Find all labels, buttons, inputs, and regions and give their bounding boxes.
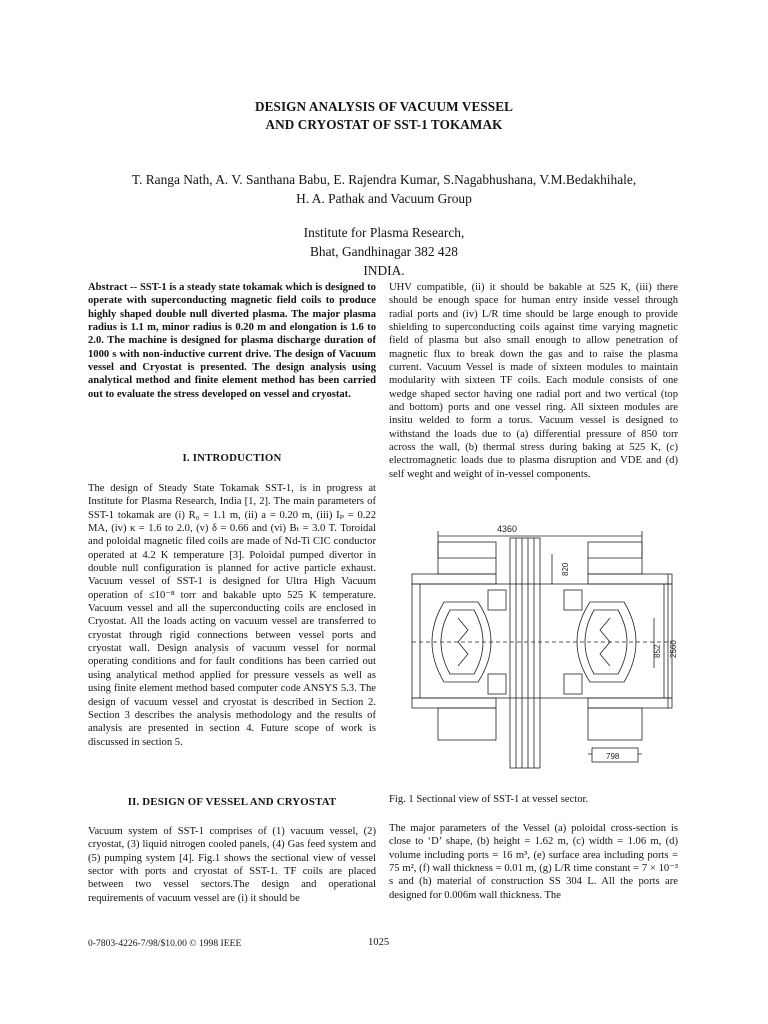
author-list bbox=[0, 170, 768, 208]
cryostat-outline bbox=[412, 584, 672, 698]
dim-label-798: 798 bbox=[606, 752, 620, 761]
figure-caption: Fig. 1 Sectional view of SST-1 at vessel sector. bbox=[389, 794, 589, 805]
top-flange-left bbox=[412, 574, 496, 584]
title-line-2: AND CRYOSTAT OF SST-1 TOKAMAK bbox=[265, 117, 503, 132]
design-text: Vacuum system of SST-1 comprises of (1) vacuum vessel, (2) cryostat, (3) liquid nitrogen cooled panels, (4) Gas feed system and (5) pumping system [4]. Fig.1 shows the sectional view of vessel sector with ports and cryostat of SST-1. TF coils are placed between two vessel sectors.The design and operational requirements of vacuum vessel are (i) it should be bbox=[88, 826, 376, 904]
right-column-bottom-paragraph bbox=[389, 822, 678, 902]
dim-label-820: 820 bbox=[561, 562, 570, 576]
footer-copyright: 0-7803-4226-7/98/$10.00 © 1998 IEEE bbox=[88, 938, 242, 949]
affiliation-line-1: Institute for Plasma Research, bbox=[303, 225, 465, 240]
section-heading-introduction: I. INTRODUCTION bbox=[182, 452, 282, 464]
central-column bbox=[510, 538, 540, 768]
top-flange-right bbox=[588, 574, 672, 584]
bottom-flange-right bbox=[588, 698, 672, 708]
dim-label-4360: 4360 bbox=[497, 524, 518, 534]
introduction-text: The design of Steady State Tokamak SST-1, is in progress at Institute for Plasma Research, India [1, 2]. The main parameters of SST-1 tokamak are (i) R₀ = 1.1 m, (ii) a = 0.20 m, (iii) Iₚ = 0.22 MA, (iv) κ = 1.6 to 2.0, (v) δ = 0.66 and (vi) Bₜ = 3.0 T. Toroidal and poloidal magnetic filed coils are made of Nd-Ti CIC conductor operated at 4.2 K temperature [3]. Poloidal pumped divertor in double null configuration is planned for active particle exhaust. Vacuum vessel of SST-1 is designed for Ultra High Vacuum operation of ≤10⁻⁸ torr and bakable upto 525 K temperature. Vacuum vessel and all the superconducting coils are enclosed in Cryostat. All the loads acting on vacuum vessel are transferred to cryostat through rigid connections between vessel ports and cryostat wall. Design analysis of vacuum vessel for normal operating conditions and for fault conditions has been carried out using analytical method applied for pressure vessels as well as using finite element method based computer code ANSYS 5.3. The design of vacuum vessel and cryostat is described in Section 2. Section 3 describes the analysis methodology and the results of analysis are presented in section 4. Future scope of work is discussed in section 5. bbox=[88, 483, 376, 748]
right-bottom-text: The major parameters of the Vessel (a) poloidal cross-section is close to ‘D’ shape, (b) height = 1.62 m, (c) width = 1.06 m, (d) volume including ports = 16 m³, (e) surface area including ports = 75 m², (f) wall thickness = 0.01 m, (g) L/R time constant = 7 × 10⁻³ s and (h) material of construction SS 304 L. All the ports are designed for 0.006m wall thickness. The bbox=[389, 823, 678, 901]
paper-title bbox=[0, 98, 768, 134]
dim-label-2560: 2560 bbox=[669, 640, 678, 658]
authors-line-1: T. Ranga Nath, A. V. Santhana Babu, E. Rajendra Kumar, S.Nagabhushana, V.M.Bedakhihale, bbox=[131, 172, 637, 187]
page-number: 1025 bbox=[368, 937, 390, 948]
design-paragraph bbox=[88, 825, 376, 905]
abstract-label: Abstract -- bbox=[88, 282, 138, 293]
abstract-text: SST-1 is a steady state tokamak which is designed to operate with superconducting magnetic field coils to produce highly shaped double null diverted plasma. The major plasma radius is 1.1 m, minor radius is 0.20 m and elongation is 1.6 to 2.0. The machine is designed for plasma discharge duration of 1000 s with non-inductive current drive. The design of Vacuum vessel and Cryostat is presented. The design analysis using analytical method and finite element method has been carried out to evaluate the stress developed on vessel and cryostat. bbox=[88, 282, 376, 400]
right-top-text: UHV compatible, (ii) it should be bakable at 525 K, (iii) there should be enough space for human entry inside vessel through radial ports and (iv) L/R time should be large enough to provide shielding to superconducting coils against time varying magnetic field of plasma but also small enough to allow penetration of magnetic flux to break down the gas and to raise the plasma current. Vacuum Vessel is made of sixteen modules to maintain modularity with sixteen TF coils. Each module consists of one wedge shaped sector having one radial port and two vertical (top and bottom) ports and one vessel ring. All sixteen modules are insitu welded to form a torus. Vacuum vessel is designed to withstand the loads due to (a) differential pressure of 850 torr across the wall, (b) thermal stress during baking at 525 K, (c) electromagnetic loads due to plasma disruption and VDE and (d) self weght and weight of in-vessel components. bbox=[389, 282, 678, 480]
affiliation bbox=[0, 223, 768, 280]
title-line-1: DESIGN ANALYSIS OF VACUUM VESSEL bbox=[255, 99, 513, 114]
bottom-flange-left bbox=[412, 698, 496, 708]
bottom-port-right bbox=[588, 708, 642, 740]
introduction-paragraph bbox=[88, 482, 376, 749]
affiliation-line-2: Bhat, Gandhinagar 382 428 bbox=[309, 244, 458, 259]
abstract bbox=[88, 281, 376, 401]
authors-line-2: H. A. Pathak and Vacuum Group bbox=[296, 191, 472, 206]
figure-sectional-view bbox=[392, 518, 678, 773]
right-column-top-paragraph bbox=[389, 281, 678, 481]
section-heading-design: II. DESIGN OF VESSEL AND CRYOSTAT bbox=[127, 796, 337, 808]
dim-label-852: 852 bbox=[653, 644, 662, 658]
bottom-port-left bbox=[438, 708, 496, 740]
affiliation-line-3: INDIA. bbox=[363, 263, 405, 278]
